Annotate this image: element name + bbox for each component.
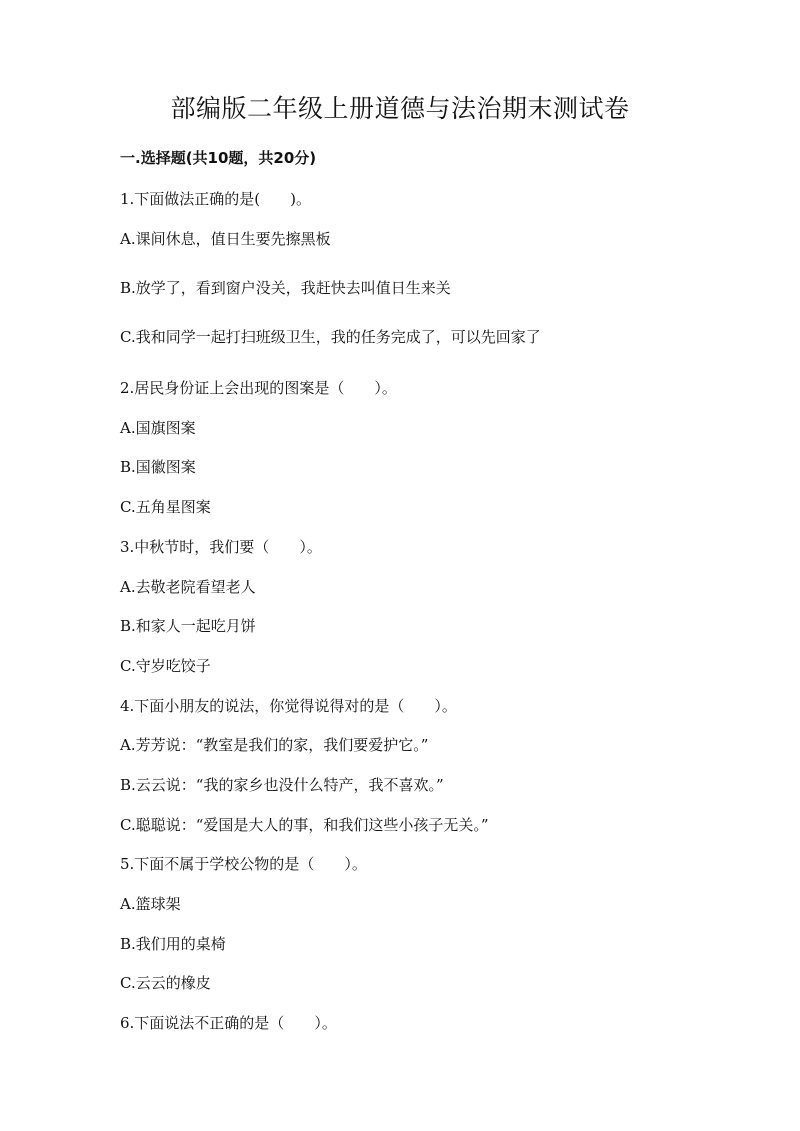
option-4b: B.云云说：“我的家乡也没什么特产，我不喜欢。” — [120, 776, 444, 794]
question-stem-2: 2.居民身份证上会出现的图案是（ ）。 — [120, 379, 397, 397]
option-3c: C.守岁吃饺子 — [120, 657, 211, 675]
option-5c: C.云云的橡皮 — [120, 974, 211, 992]
question-stem-6: 6.下面说法不正确的是（ ）。 — [120, 1014, 337, 1032]
section-heading: 一.选择题(共10题，共20分) — [120, 149, 317, 167]
option-1c: C.我和同学一起打扫班级卫生，我的任务完成了，可以先回家了 — [120, 328, 541, 346]
option-4c: C.聪聪说：“爱国是大人的事，和我们这些小孩子无关。” — [120, 816, 489, 834]
option-3b: B.和家人一起吃月饼 — [120, 617, 256, 635]
question-stem-1: 1.下面做法正确的是( )。 — [120, 190, 312, 208]
question-stem-5: 5.下面不属于学校公物的是（ ）。 — [120, 855, 367, 873]
option-2b: B.国徽图案 — [120, 458, 196, 476]
option-1a: A.课间休息，值日生要先擦黑板 — [120, 230, 331, 248]
question-stem-4: 4.下面小朋友的说法，你觉得说得对的是（ ）。 — [120, 697, 457, 715]
option-5a: A.篮球架 — [120, 895, 181, 913]
page-title: 部编版二年级上册道德与法治期末测试卷 — [170, 94, 630, 123]
option-2a: A.国旗图案 — [120, 419, 196, 437]
option-3a: A.去敬老院看望老人 — [120, 578, 256, 596]
option-5b: B.我们用的桌椅 — [120, 935, 226, 953]
question-stem-3: 3.中秋节时，我们要（ ）。 — [120, 538, 322, 556]
option-1b: B.放学了，看到窗户没关，我赶快去叫值日生来关 — [120, 279, 451, 297]
option-2c: C.五角星图案 — [120, 498, 211, 516]
option-4a: A.芳芳说：“教室是我们的家，我们要爱护它。” — [120, 736, 429, 754]
